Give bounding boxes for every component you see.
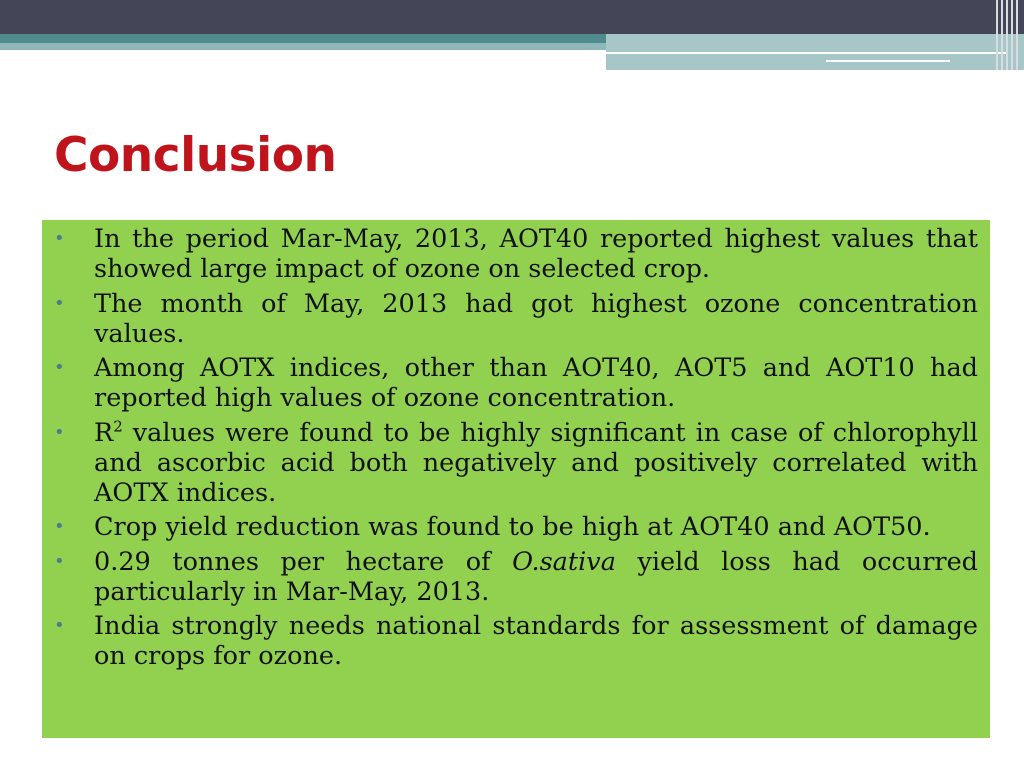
header-right-line-short <box>826 60 950 62</box>
bullet-text <box>94 418 978 508</box>
header-vertical-bar <box>996 0 998 70</box>
bullet-dot-icon: • <box>54 228 65 249</box>
bullet-item <box>52 353 978 413</box>
header-right-line <box>606 52 1006 54</box>
bullet-item <box>52 547 978 607</box>
bullet-dot-icon: • <box>54 550 65 572</box>
bullet-text: Crop yield reduction was found to be high at AOT40 and AOT50. <box>94 512 931 542</box>
bullet-text: India strongly needs national standards for assessment of damage on crops for ozone. <box>94 611 978 671</box>
header-vertical-bar <box>1016 0 1018 70</box>
bullet-item <box>52 289 978 349</box>
bullet-text-prefix: 0.29 tonnes per hectare of <box>94 546 513 577</box>
bullet-text-rest: values were found to be highly significant in case of chlorophyll and ascorbic acid both negatively and positively correlated with AOTX indices. <box>94 417 978 508</box>
bullet-item <box>52 611 978 671</box>
superscript: 2 <box>113 417 123 435</box>
bullet-text: Among AOTX indices, other than AOT40, AOT5 and AOT10 had reported high values of ozone concentration. <box>94 353 978 413</box>
header-vertical-bar <box>1001 0 1003 70</box>
r-symbol: R <box>94 417 114 448</box>
bullet-list <box>52 224 978 676</box>
bullet-item <box>52 512 978 542</box>
header-vertical-bar <box>1011 0 1013 70</box>
slide-title: Conclusion <box>54 128 337 183</box>
bullet-dot-icon: • <box>54 516 65 537</box>
bullet-text-rest: yield loss had occurred particularly in Mar-May, 2013. <box>94 546 978 607</box>
header-dark-band <box>0 0 1024 34</box>
bullet-dot-icon: • <box>54 292 65 314</box>
header-vertical-bar <box>1006 0 1008 70</box>
bullet-item <box>52 418 978 508</box>
species-name: O.sativa <box>512 546 616 577</box>
bullet-dot-icon: • <box>54 615 65 636</box>
bullet-text: In the period Mar-May, 2013, AOT40 reported highest values that showed large impact of ozone on selected crop. <box>94 224 978 284</box>
bullet-dot-icon: • <box>54 421 65 443</box>
bullet-text: The month of May, 2013 had got highest ozone concentration values. <box>94 288 978 349</box>
bullet-item <box>52 224 978 284</box>
bullet-text <box>94 547 978 607</box>
bullet-dot-icon: • <box>54 357 65 378</box>
